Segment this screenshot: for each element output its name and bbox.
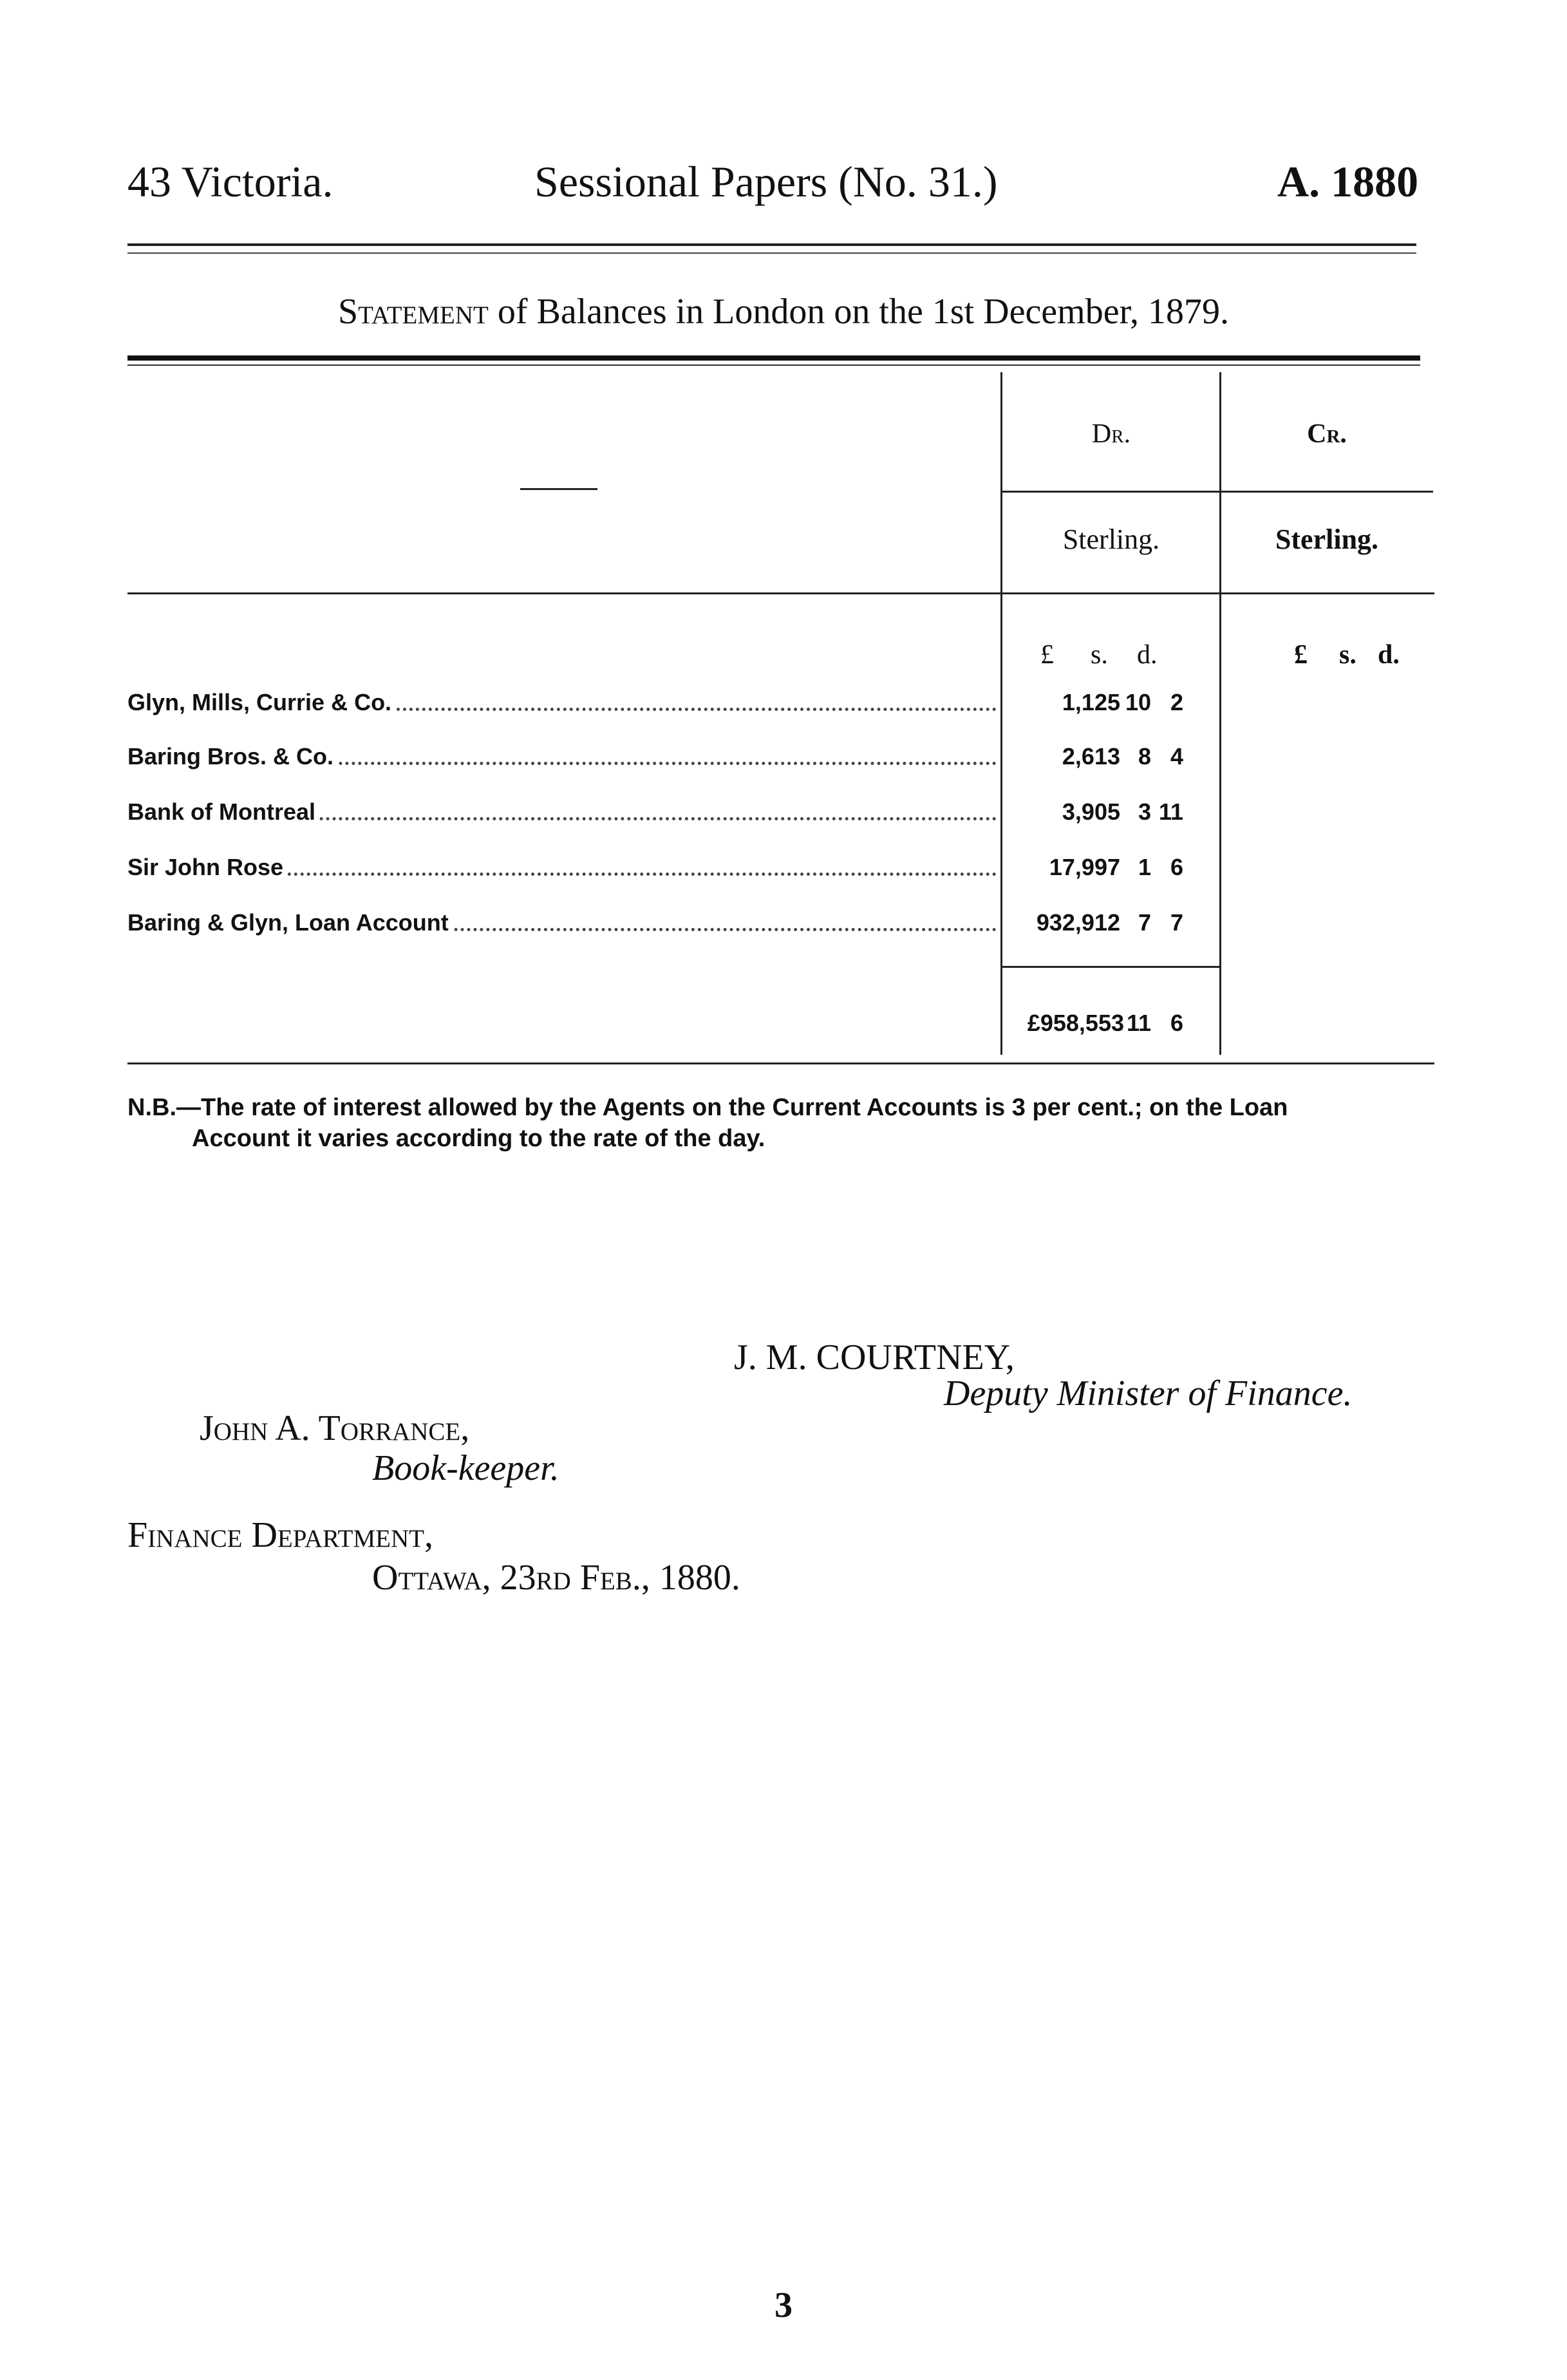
cr-units	[1294, 639, 1429, 670]
account-name: Glyn, Mills, Currie & Co.	[127, 689, 395, 716]
unit-pound: £	[1294, 640, 1308, 670]
amount-shillings: 3	[1138, 798, 1151, 825]
header-sessional-papers: Sessional Papers (No. 31.)	[534, 157, 998, 206]
footnote-line-2: Account it varies according to the rate of the day.	[192, 1125, 765, 1152]
footnote-line-1: N.B.—The rate of interest allowed by the Agents on the Current Accounts is 3 per cent.; on the Loan	[127, 1094, 1288, 1121]
amount	[1002, 738, 1221, 774]
amount	[1002, 904, 1221, 940]
account-name: Baring Bros. & Co.	[127, 743, 337, 770]
title-rule	[127, 355, 1420, 361]
amount-pounds: 17,997	[1049, 854, 1120, 880]
amount-pence: 7	[1170, 909, 1183, 936]
account-name: Sir John Rose	[127, 854, 287, 881]
header-rule	[127, 243, 1416, 246]
amount-shillings: 1	[1138, 854, 1151, 880]
title-rest: of Balances in London on the 1st December, 1879.	[488, 292, 1229, 332]
department-name: Finance Department,	[127, 1515, 433, 1555]
dr-heading: Dr.	[1091, 419, 1131, 449]
amount-shillings: 10	[1125, 689, 1152, 715]
unit-pence: d.	[1137, 640, 1158, 670]
amount-pounds: 2,613	[1062, 743, 1120, 770]
unit-pound: £	[1040, 640, 1054, 670]
header-session: 43 Victoria.	[127, 157, 333, 206]
amount-pence: 6	[1170, 854, 1183, 880]
table-subhead-rule	[1002, 491, 1433, 493]
total-pence: 6	[1170, 1010, 1183, 1036]
amount-pence: 11	[1158, 798, 1183, 825]
account-name: Baring & Glyn, Loan Account	[127, 909, 453, 936]
table-row	[127, 684, 1002, 720]
total-pounds: £958,553	[1027, 1010, 1124, 1036]
account-name: Bank of Montreal	[127, 798, 319, 826]
signatory-courtney-title: Deputy Minister of Finance.	[944, 1374, 1353, 1413]
unit-shilling: s.	[1339, 640, 1356, 670]
amount	[1002, 684, 1221, 720]
total-shillings: 11	[1126, 1010, 1151, 1036]
stub-dash	[520, 488, 597, 490]
cr-currency: Sterling.	[1275, 524, 1379, 555]
amount-shillings: 8	[1138, 743, 1151, 770]
signatory-torrance-title: Book-keeper.	[372, 1448, 559, 1488]
amount-pounds: 932,912	[1036, 909, 1120, 936]
unit-shilling: s.	[1091, 640, 1108, 670]
amount	[1002, 793, 1221, 829]
table-row	[127, 849, 1002, 885]
amount-shillings: 7	[1138, 909, 1151, 936]
table-total-rule	[1002, 966, 1219, 968]
table-row	[127, 904, 1002, 940]
table-row	[127, 793, 1002, 829]
cr-heading: Cr.	[1307, 419, 1347, 449]
signatory-courtney: J. M. COURTNEY,	[734, 1337, 1015, 1377]
dr-currency: Sterling.	[1062, 524, 1160, 555]
header-rule-thin	[127, 252, 1416, 254]
table-row	[127, 738, 1002, 774]
table-bottom-rule	[127, 1062, 1434, 1064]
amount-pence: 2	[1170, 689, 1183, 715]
total-amount	[1002, 1005, 1221, 1041]
amount	[1002, 849, 1221, 885]
dr-units	[1040, 639, 1201, 670]
table-head-rule	[127, 592, 1434, 594]
place-and-date: Ottawa, 23rd Feb., 1880.	[372, 1558, 740, 1598]
amount-pounds: 3,905	[1062, 798, 1120, 825]
header-year: A. 1880	[1277, 157, 1419, 206]
unit-pence: d.	[1378, 640, 1400, 670]
signatory-torrance: John A. Torrance,	[200, 1408, 470, 1448]
amount-pounds: 1,125	[1062, 689, 1120, 715]
title-smallcaps: Statement	[338, 292, 489, 332]
amount-pence: 4	[1170, 743, 1183, 770]
statement-title	[0, 291, 1567, 332]
title-rule-thin	[127, 364, 1420, 366]
footnote	[127, 1092, 1441, 1154]
page-number: 3	[774, 2285, 793, 2325]
